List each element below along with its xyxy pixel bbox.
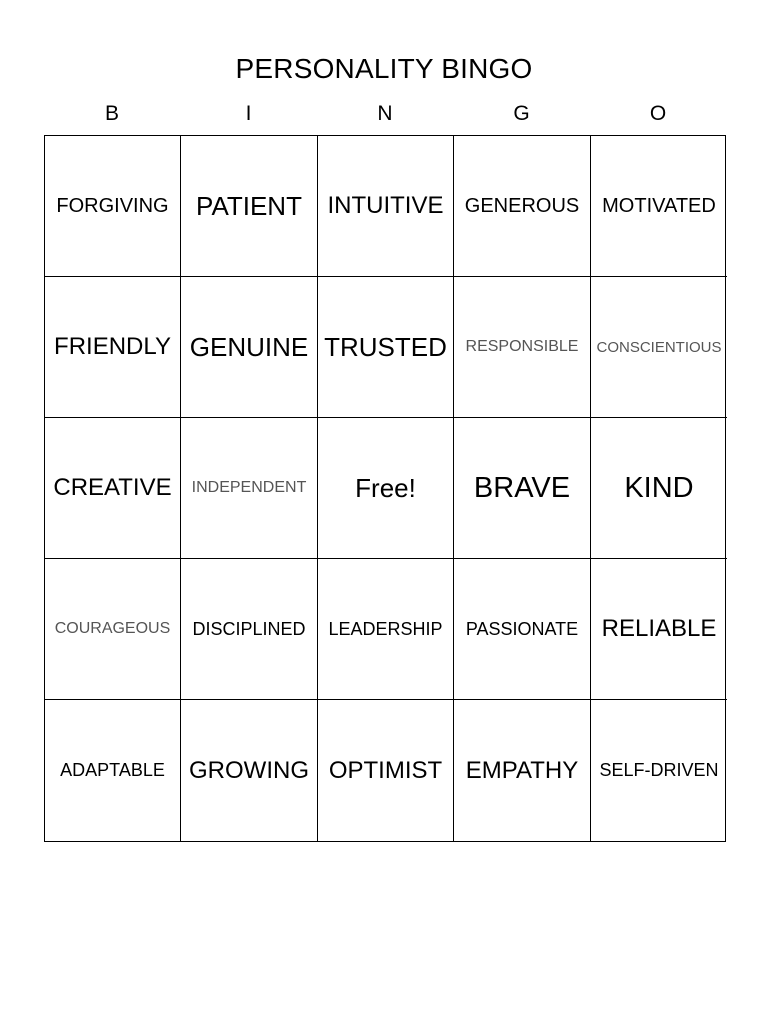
bingo-header-letters bbox=[44, 102, 726, 126]
column-letter-g: G bbox=[513, 102, 530, 125]
bingo-cell-r2-c4: RESPONSIBLE bbox=[454, 277, 591, 418]
bingo-cell-r2-c2: GENUINE bbox=[181, 277, 318, 418]
bingo-cell-r5-c3: OPTIMIST bbox=[318, 700, 454, 841]
bingo-cell-r3-c5: KIND bbox=[591, 418, 727, 559]
bingo-cell-r3-c4: BRAVE bbox=[454, 418, 591, 559]
bingo-cell-r4-c3: LEADERSHIP bbox=[318, 559, 454, 700]
bingo-cell-r1-c1: FORGIVING bbox=[45, 136, 181, 277]
bingo-cell-r5-c5: SELF-DRIVEN bbox=[599, 760, 719, 780]
column-letter-o: O bbox=[649, 102, 667, 125]
bingo-cell-r5-c2: GROWING bbox=[181, 700, 318, 841]
bingo-cell-r4-c2: DISCIPLINED bbox=[181, 559, 318, 700]
column-letter-n: N bbox=[377, 102, 393, 125]
bingo-board bbox=[44, 135, 726, 842]
bingo-cell-r5-c4: EMPATHY bbox=[454, 700, 591, 841]
bingo-cell-r2-c3: TRUSTED bbox=[318, 277, 454, 418]
bingo-cell-r1-c2: PATIENT bbox=[181, 136, 318, 277]
bingo-cell-r3-c1: CREATIVE bbox=[45, 418, 181, 559]
bingo-cell-r4-c1: COURAGEOUS bbox=[45, 559, 181, 700]
bingo-cell-r1-c4: GENEROUS bbox=[454, 136, 591, 277]
bingo-cell-r4-c5: RELIABLE bbox=[591, 559, 727, 700]
bingo-cell-r2-c1: FRIENDLY bbox=[45, 277, 181, 418]
page-title: PERSONALITY BINGO bbox=[235, 53, 533, 84]
bingo-cell-r1-c5: MOTIVATED bbox=[591, 136, 727, 277]
column-letter-i: I bbox=[245, 102, 252, 125]
bingo-cell-r1-c3: INTUITIVE bbox=[318, 136, 454, 277]
bingo-cell-r2-c5: CONSCIENTIOUS bbox=[591, 277, 727, 418]
bingo-cell-r4-c4: PASSIONATE bbox=[454, 559, 591, 700]
free-space: Free! bbox=[318, 418, 454, 559]
column-letter-b: B bbox=[104, 102, 119, 125]
bingo-cell-r3-c2: INDEPENDENT bbox=[181, 418, 318, 559]
bingo-cell-r5-c1: ADAPTABLE bbox=[45, 700, 181, 841]
